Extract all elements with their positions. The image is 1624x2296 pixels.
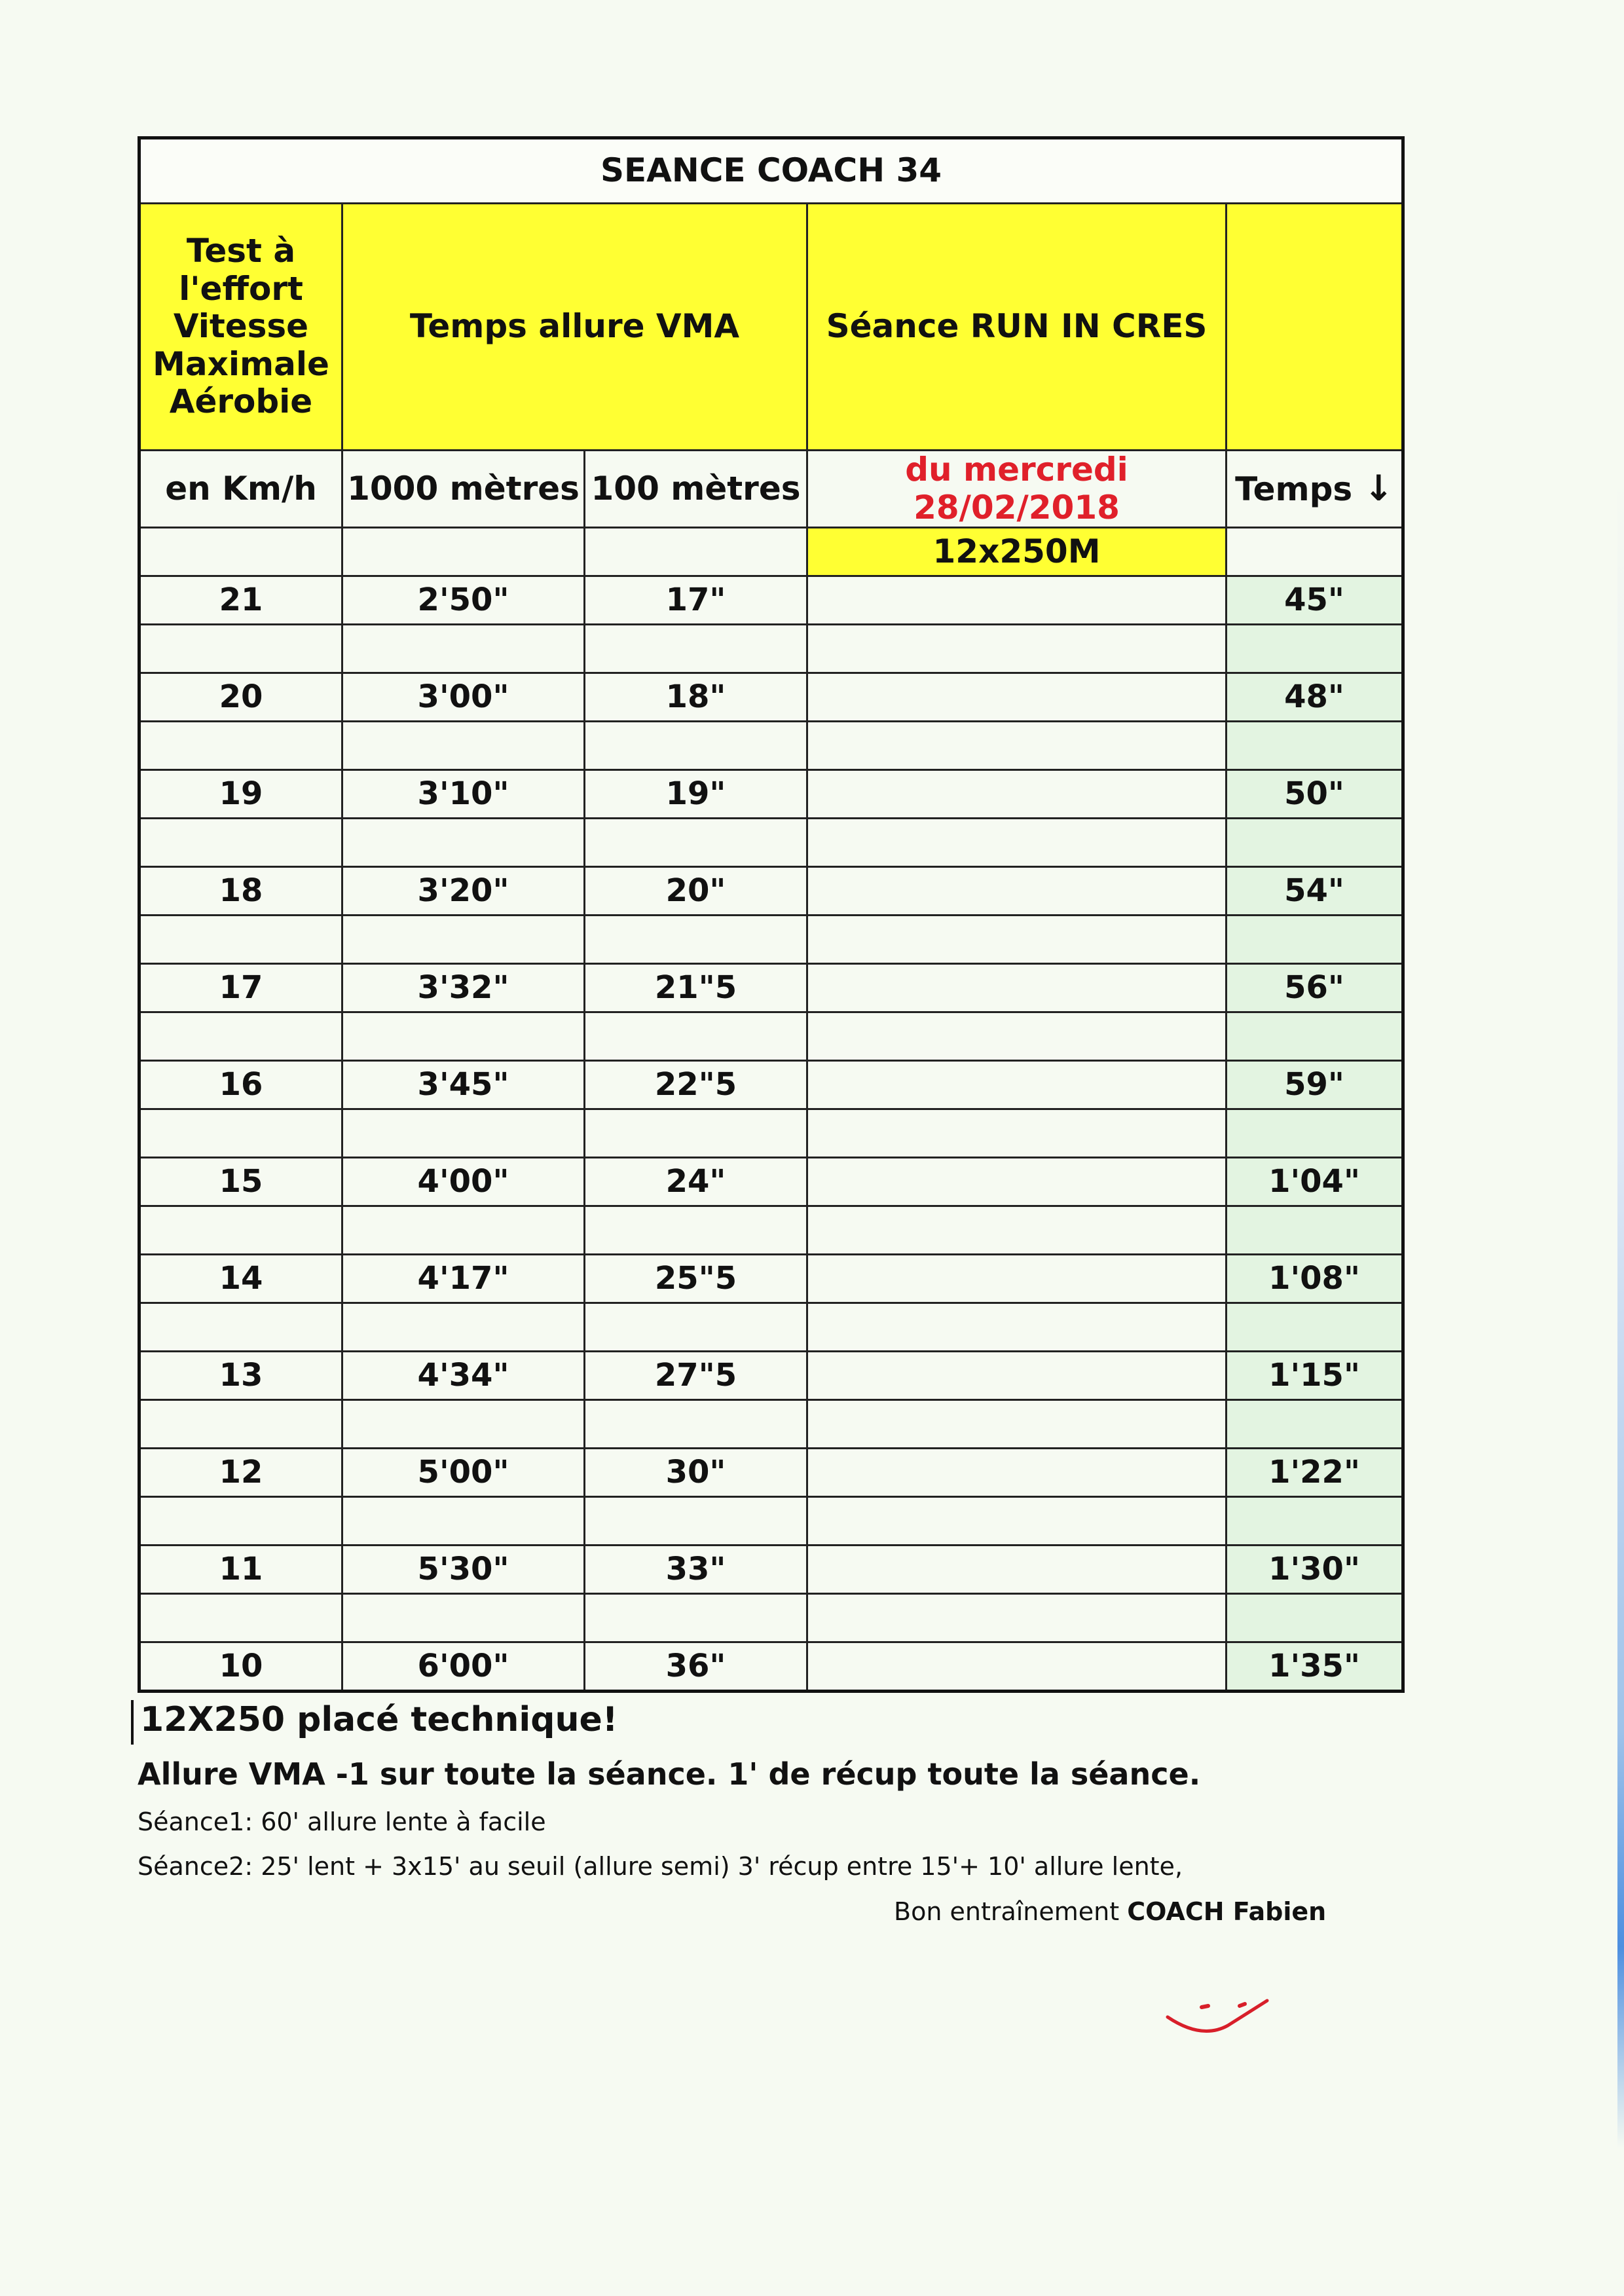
session-note-cell — [807, 1352, 1227, 1400]
empty-cell — [585, 1497, 807, 1546]
empty-cell — [139, 916, 342, 964]
table-row — [139, 1642, 1403, 1692]
speed-cell: 17 — [139, 964, 342, 1012]
speed-cell: 12 — [139, 1449, 342, 1497]
empty-cell — [585, 722, 807, 770]
spacer-row — [139, 722, 1403, 770]
empty-cell — [585, 1012, 807, 1061]
pace-1000m-cell: 3'45" — [342, 1061, 585, 1109]
interval-time-cell: 59" — [1227, 1061, 1403, 1109]
session-note-cell — [807, 1546, 1227, 1594]
empty-cell — [139, 1594, 342, 1642]
empty-cell — [139, 1109, 342, 1158]
pace-1000m-cell: 4'00" — [342, 1158, 585, 1206]
empty-cell — [139, 528, 342, 576]
time-column-label: Temps — [1235, 470, 1353, 509]
pace-100m-cell: 18" — [585, 673, 807, 722]
time-column-header — [1227, 451, 1403, 528]
spacer-row — [139, 1012, 1403, 1061]
speed-cell: 15 — [139, 1158, 342, 1206]
speed-cell: 10 — [139, 1642, 342, 1692]
empty-cell — [342, 1206, 585, 1255]
vma-test-label-line: l'effort — [179, 269, 303, 308]
vma-test-label-line: Maximale — [153, 344, 329, 383]
speed-cell: 20 — [139, 673, 342, 722]
session-note-cell — [807, 1642, 1227, 1692]
session-title: Séance RUN IN CRES — [807, 204, 1227, 451]
empty-cell — [585, 1303, 807, 1352]
vma-time-header: Temps allure VMA — [342, 204, 807, 451]
pace-1000m-cell: 2'50" — [342, 576, 585, 625]
col-1000m-header: 1000 mètres — [342, 451, 585, 528]
speed-cell: 18 — [139, 867, 342, 916]
table-row — [139, 1546, 1403, 1594]
page-title: SEANCE COACH 34 — [139, 138, 1403, 204]
empty-cell — [342, 722, 585, 770]
empty-cell — [1227, 1303, 1403, 1352]
pace-100m-cell: 36" — [585, 1642, 807, 1692]
empty-cell — [1227, 528, 1403, 576]
session-note-cell — [807, 1255, 1227, 1303]
empty-cell — [1227, 1400, 1403, 1449]
smiley-icon — [1162, 1988, 1274, 2053]
interval-time-cell: 1'22" — [1227, 1449, 1403, 1497]
empty-cell — [342, 1303, 585, 1352]
table-row — [139, 1352, 1403, 1400]
speed-cell: 16 — [139, 1061, 342, 1109]
interval-time-cell: 56" — [1227, 964, 1403, 1012]
empty-cell — [1227, 722, 1403, 770]
empty-cell — [342, 1012, 585, 1061]
interval-time-cell: 45" — [1227, 576, 1403, 625]
interval-time-cell: 1'15" — [1227, 1352, 1403, 1400]
empty-cell — [807, 1206, 1227, 1255]
spacer-row — [139, 916, 1403, 964]
pace-100m-cell: 25"5 — [585, 1255, 807, 1303]
empty-cell — [807, 1303, 1227, 1352]
pace-100m-cell: 27"5 — [585, 1352, 807, 1400]
speed-cell: 13 — [139, 1352, 342, 1400]
empty-cell — [585, 819, 807, 867]
pace-100m-cell: 19" — [585, 770, 807, 819]
vma-test-label-line: Aérobie — [169, 382, 313, 421]
empty-cell — [585, 1206, 807, 1255]
session-note-cell — [807, 1061, 1227, 1109]
empty-cell — [342, 625, 585, 673]
session-note-cell — [807, 770, 1227, 819]
pace-100m-cell: 33" — [585, 1546, 807, 1594]
empty-cell — [585, 528, 807, 576]
empty-cell — [1227, 1012, 1403, 1061]
pace-1000m-cell: 4'17" — [342, 1255, 585, 1303]
pace-1000m-cell: 5'00" — [342, 1449, 585, 1497]
note-seance1: Séance1: 60' allure lente à facile — [138, 1807, 546, 1836]
session-note-cell — [807, 964, 1227, 1012]
empty-cell — [1227, 625, 1403, 673]
note-main: 12X250 placé technique! — [131, 1700, 1506, 1745]
session-note-cell — [807, 1158, 1227, 1206]
pace-1000m-cell: 3'10" — [342, 770, 585, 819]
coach-signature — [894, 1897, 1326, 1926]
empty-cell — [139, 1303, 342, 1352]
table-row — [139, 1255, 1403, 1303]
empty-cell — [1227, 1497, 1403, 1546]
empty-cell — [585, 1109, 807, 1158]
pace-1000m-cell: 6'00" — [342, 1642, 585, 1692]
note-allure: Allure VMA -1 sur toute la séance. 1' de récup toute la séance. — [138, 1756, 1201, 1792]
empty-cell — [342, 1497, 585, 1546]
table-row — [139, 770, 1403, 819]
pace-1000m-cell: 3'32" — [342, 964, 585, 1012]
unit-header: en Km/h — [139, 451, 342, 528]
pace-100m-cell: 17" — [585, 576, 807, 625]
vma-test-label-line: Vitesse — [173, 307, 309, 346]
vma-test-label — [139, 204, 342, 451]
spacer-row — [139, 625, 1403, 673]
empty-cell — [342, 1594, 585, 1642]
table-row — [139, 964, 1403, 1012]
table-row — [139, 576, 1403, 625]
pace-100m-cell: 20" — [585, 867, 807, 916]
empty-cell — [139, 722, 342, 770]
pace-100m-cell: 22"5 — [585, 1061, 807, 1109]
note-seance2: Séance2: 25' lent + 3x15' au seuil (allure semi) 3' récup entre 15'+ 10' allure lente, — [138, 1852, 1183, 1881]
pace-100m-cell: 21"5 — [585, 964, 807, 1012]
empty-cell — [139, 625, 342, 673]
spacer-row — [139, 819, 1403, 867]
empty-cell — [139, 819, 342, 867]
spacer-row — [139, 1400, 1403, 1449]
empty-cell — [1227, 1206, 1403, 1255]
empty-cell — [139, 1012, 342, 1061]
interval-time-cell: 1'08" — [1227, 1255, 1403, 1303]
empty-cell — [342, 1109, 585, 1158]
empty-cell — [585, 916, 807, 964]
empty-cell — [807, 819, 1227, 867]
empty-cell — [342, 1400, 585, 1449]
interval-time-cell: 48" — [1227, 673, 1403, 722]
spacer-row — [139, 1497, 1403, 1546]
session-note-cell — [807, 576, 1227, 625]
pace-1000m-cell: 4'34" — [342, 1352, 585, 1400]
workout-label: 12x250M — [807, 528, 1227, 576]
vma-pace-table — [138, 136, 1405, 1693]
session-note-cell — [807, 673, 1227, 722]
interval-time-cell: 1'35" — [1227, 1642, 1403, 1692]
empty-cell — [807, 1109, 1227, 1158]
pace-1000m-cell: 3'00" — [342, 673, 585, 722]
interval-time-cell: 50" — [1227, 770, 1403, 819]
empty-cell — [1227, 1594, 1403, 1642]
table-row — [139, 673, 1403, 722]
empty-cell — [139, 1400, 342, 1449]
time-header-blank — [1227, 204, 1403, 451]
spacer-row — [139, 1206, 1403, 1255]
empty-cell — [807, 1497, 1227, 1546]
empty-cell — [807, 1594, 1227, 1642]
spacer-row — [139, 1303, 1403, 1352]
empty-cell — [342, 916, 585, 964]
empty-cell — [807, 625, 1227, 673]
empty-cell — [807, 916, 1227, 964]
speed-cell: 11 — [139, 1546, 342, 1594]
session-note-cell — [807, 1449, 1227, 1497]
interval-time-cell: 1'04" — [1227, 1158, 1403, 1206]
interval-time-cell: 54" — [1227, 867, 1403, 916]
empty-cell — [342, 819, 585, 867]
empty-cell — [1227, 916, 1403, 964]
sign-text: Bon entraînement — [894, 1897, 1120, 1926]
empty-cell — [342, 528, 585, 576]
interval-time-cell: 1'30" — [1227, 1546, 1403, 1594]
speed-cell: 21 — [139, 576, 342, 625]
empty-cell — [1227, 819, 1403, 867]
table-row — [139, 1061, 1403, 1109]
table-row — [139, 1449, 1403, 1497]
session-notes — [131, 1700, 1506, 1881]
pace-1000m-cell: 3'20" — [342, 867, 585, 916]
spacer-row — [139, 1594, 1403, 1642]
vma-test-label-line: Test à — [186, 232, 296, 270]
table-row — [139, 867, 1403, 916]
session-note-cell — [807, 867, 1227, 916]
arrow-down-icon: ↓ — [1363, 468, 1393, 509]
coach-name: COACH Fabien — [1127, 1897, 1327, 1926]
session-date: du mercredi 28/02/2018 — [807, 451, 1227, 528]
empty-cell — [1227, 1109, 1403, 1158]
empty-cell — [807, 722, 1227, 770]
empty-cell — [585, 625, 807, 673]
table-row — [139, 1158, 1403, 1206]
empty-cell — [585, 1594, 807, 1642]
pace-1000m-cell: 5'30" — [342, 1546, 585, 1594]
scan-edge-strip — [1617, 472, 1624, 2148]
speed-cell: 19 — [139, 770, 342, 819]
pace-100m-cell: 24" — [585, 1158, 807, 1206]
col-100m-header: 100 mètres — [585, 451, 807, 528]
spacer-row — [139, 1109, 1403, 1158]
empty-cell — [807, 1012, 1227, 1061]
empty-cell — [139, 1497, 342, 1546]
speed-cell: 14 — [139, 1255, 342, 1303]
empty-cell — [139, 1206, 342, 1255]
empty-cell — [585, 1400, 807, 1449]
empty-cell — [807, 1400, 1227, 1449]
pace-100m-cell: 30" — [585, 1449, 807, 1497]
